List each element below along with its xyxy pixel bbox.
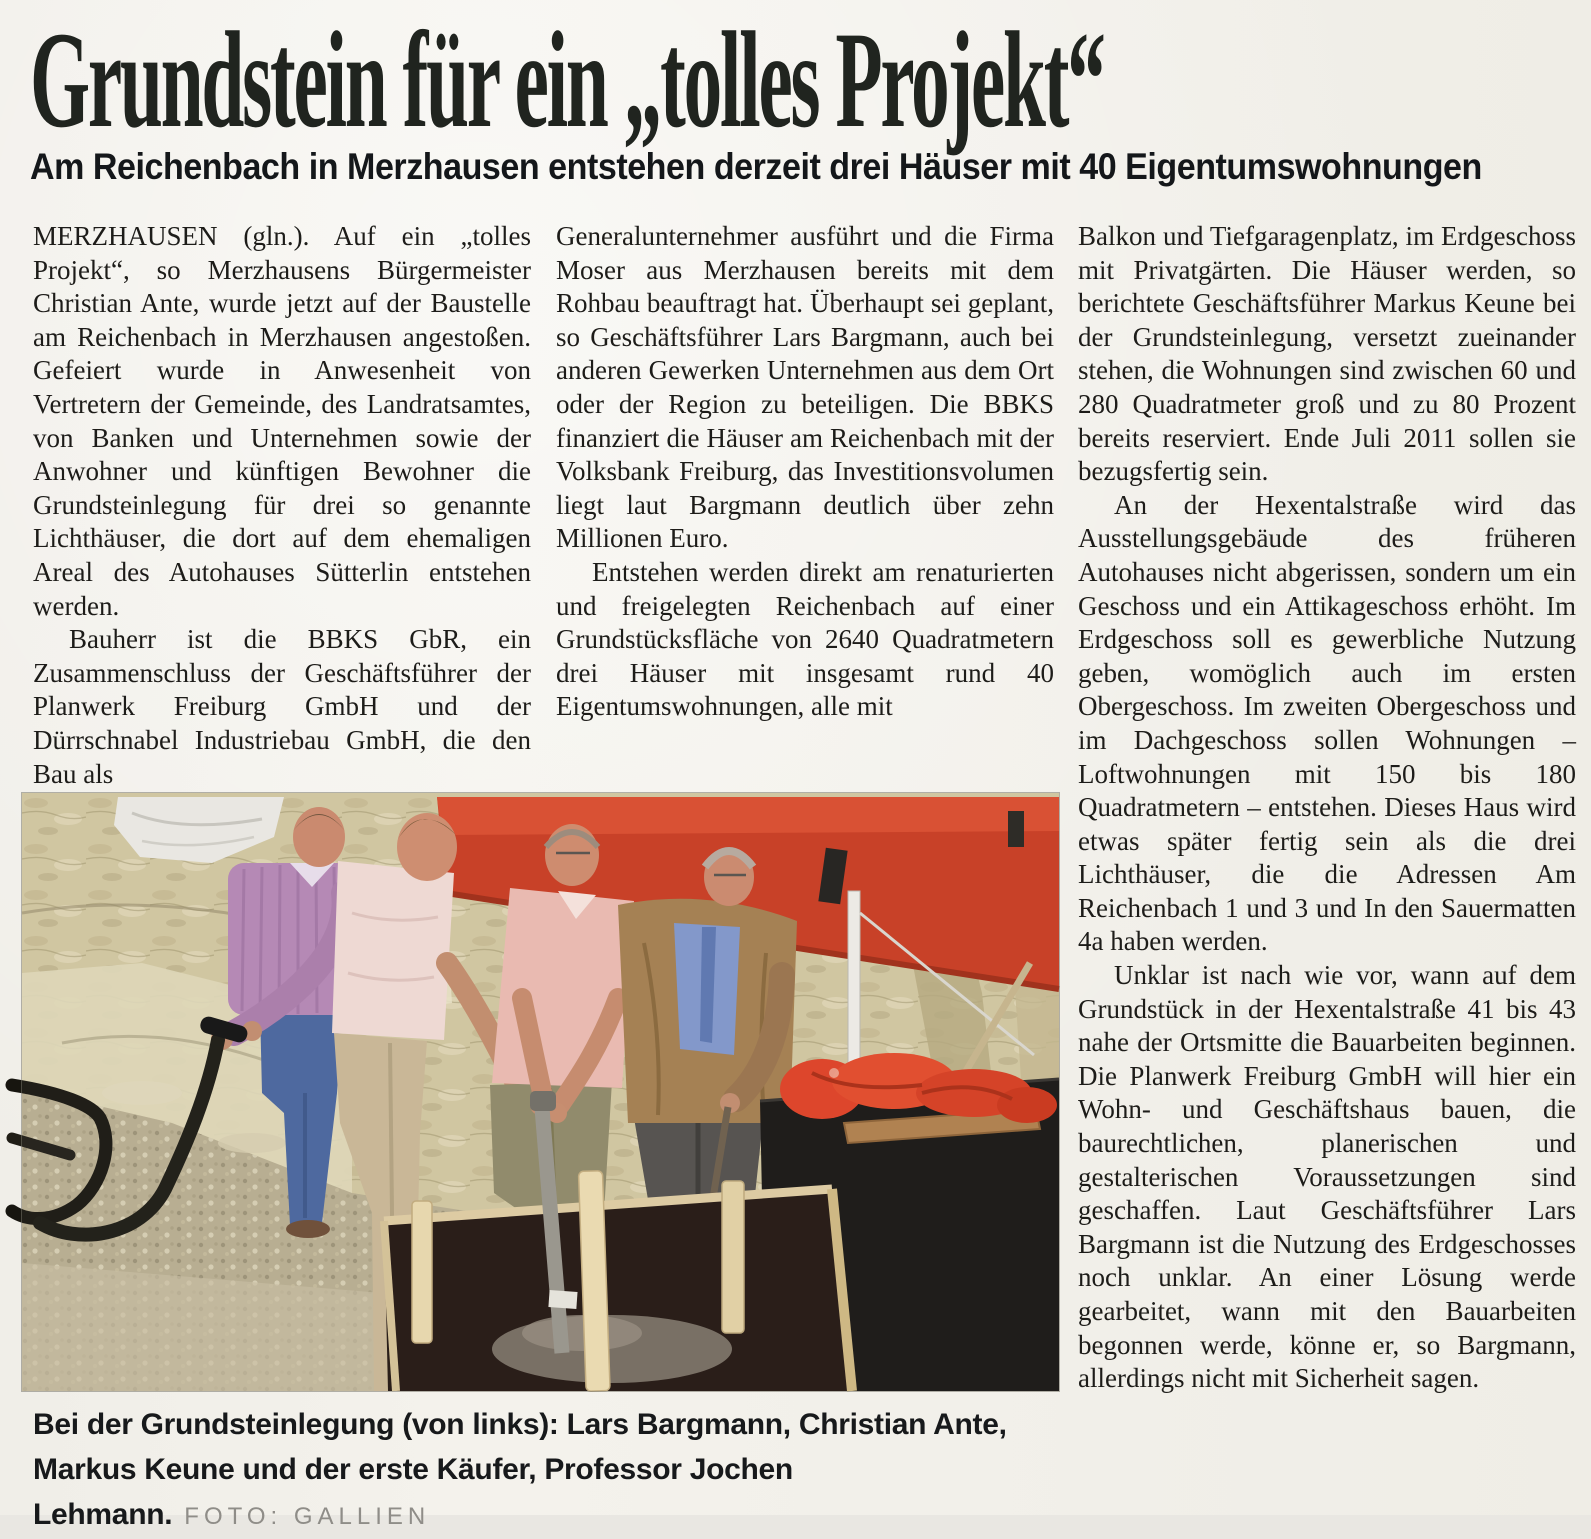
photo-caption [33,1402,1063,1539]
photo-illustration [22,793,1059,1391]
paragraph: Generalunternehmer ausführt und die Firma Moser aus Merzhausen bereits mit dem Rohbau beauftragt hat. Überhaupt sei geplant, so Geschäftsführer Lars Bargmann, auch bei anderen Gewerken Unternehmen aus dem Ort oder der Region zu beteiligen. Die BBKS finanziert die Häuser am Reichenbach mit der Volksbank Freiburg, das Investitionsvolumen liegt laut Bargmann deutlich über zehn Millionen Euro. [556,221,1054,554]
photo-credit: FOTO: GALLIEN [184,1503,431,1530]
paragraph: Unklar ist nach wie vor, wann auf dem Grundstück in der Hexentalstraße 41 bis 43 nahe der Ortsmitte die Bauarbeiten beginnen. Die Planwerk Freiburg GmbH will hier ein Wohn- und Geschäftshaus bauen, die baurechtlichen, planerischen und gestalterischen Voraussetzungen sind geschaffen. Laut Geschäftsführer Lars Bargmann ist die Nutzung des Erdgeschosses noch unklar. An einer Lösung werde gearbeitet, wann mit den Bauarbeiten begonnen werde, könne er, so Bargmann, allerdings nicht mit Sicherheit sagen. [1078,960,1576,1394]
paragraph: An der Hexentalstraße wird das Ausstellungsgebäude des früheren Autohauses nicht abgerissen, sondern um ein Geschoss und ein Attikageschoss erhöht. Im Erdgeschoss soll es gewerbliche Nutzung geben, womöglich auch im ersten Obergeschoss. Im zweiten Obergeschoss und im Dachgeschoss sollen Wohnungen – Loftwohnungen mit 150 bis 180 Quadratmetern – entstehen. Dieses Haus wird etwas später fertig sein als die drei Lichthäuser, die die Adressen Am Reichenbach 1 und 3 und In den Sauermatten 4a haben werden. [1078,489,1576,957]
paragraph: Balkon und Tiefgaragenplatz, im Erdgeschoss mit Privatgärten. Die Häuser werden, so berichtete Geschäftsführer Markus Keune bei der Grundsteinlegung, versetzt zueinander stehen, die Wohnungen sind zwischen 60 und 280 Quadratmeter groß und zu 80 Prozent bereits reserviert. Ende Juli 2011 sollen sie bezugsfertig sein. [1078,221,1576,487]
article-column-2 [556,220,1054,724]
article-headline: Grundstein für ein „tolles Projekt“ [30,3,1104,156]
article-column-1 [33,220,531,791]
paragraph: MERZHAUSEN (gln.). Auf ein „tolles Projekt“, so Merzhausens Bürgermeister Christian Ante, wurde jetzt auf der Baustelle am Reichenbach in Merzhausen angestoßen. Gefeiert wurde in Anwesenheit von Vertretern der Gemeinde, des Landratsamtes, von Banken und Unternehmen sowie der Anwohner und künftigen Bewohner die Grundsteinlegung für drei so genannte Lichthäuser, die dort auf dem ehemaligen Areal des Autohauses Sütterlin entstehen werden. [33,221,531,621]
groundbreaking-photo [22,793,1059,1391]
article-subheadline: Am Reichenbach in Merzhausen entstehen derzeit drei Häuser mit 40 Eigentumswohnungen [30,146,1482,187]
photo-caption-text: Bei der Grundsteinlegung (von links): Lars Bargmann, Christian Ante, Markus Keune und der erste Käufer, Professor Jochen Lehmann. [33,1408,1007,1531]
paragraph: Entstehen werden direkt am renaturierten und freigelegten Reichenbach auf einer Grundstücksfläche von 2640 Quadratmetern drei Häuser mit insgesamt rund 40 Eigentumswohnungen, alle mit [556,556,1054,722]
article-column-3 [1078,220,1576,1396]
photo-grain-overlay [22,793,1059,1391]
paragraph: Bauherr ist die BBKS GbR, ein Zusammenschluss der Geschäftsführer der Planwerk Freiburg GmbH und der Dürrschnabel Industriebau GmbH, die den Bau als [33,624,531,789]
